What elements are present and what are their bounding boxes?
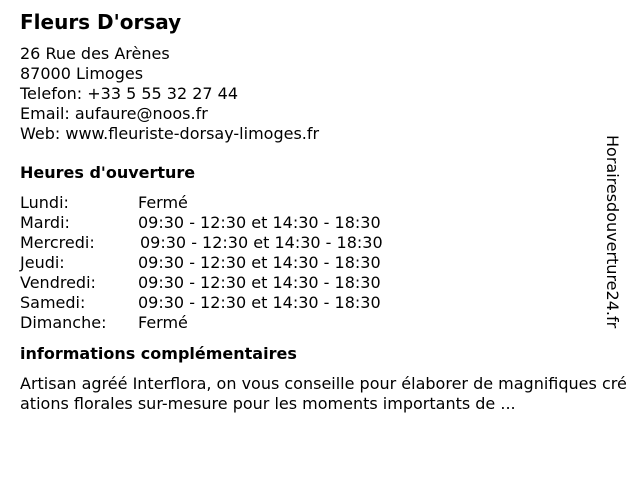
day-label: Lundi: bbox=[20, 193, 69, 212]
day-label: Jeudi: bbox=[20, 253, 65, 272]
hours-value: 09:30 - 12:30 et 14:30 - 18:30 bbox=[138, 213, 381, 232]
address-block bbox=[20, 44, 610, 144]
day-label: Samedi: bbox=[20, 293, 86, 312]
hours-value: Fermé bbox=[138, 313, 188, 332]
hours-value: 09:30 - 12:30 et 14:30 - 18:30 bbox=[140, 233, 383, 252]
email-address: Email: aufaure@noos.fr bbox=[20, 104, 208, 123]
hours-row-saturday bbox=[20, 293, 610, 313]
site-watermark: Horairesdouverture24.fr bbox=[603, 135, 622, 329]
street-address: 26 Rue des Arènes bbox=[20, 44, 170, 63]
day-label: Vendredi: bbox=[20, 273, 96, 292]
additional-info-heading: informations complémentaires bbox=[20, 344, 297, 363]
phone-number: Telefon: +33 5 55 32 27 44 bbox=[20, 84, 239, 103]
shop-name: Fleurs D'orsay bbox=[20, 10, 182, 34]
hours-value: 09:30 - 12:30 et 14:30 - 18:30 bbox=[138, 293, 381, 312]
city-postcode: 87000 Limoges bbox=[20, 64, 144, 83]
hours-row-tuesday bbox=[20, 213, 610, 233]
hours-row-thursday bbox=[20, 253, 610, 273]
opening-hours-table bbox=[20, 193, 610, 333]
website-address: Web: www.fleuriste-dorsay-limoges.fr bbox=[20, 124, 320, 143]
hours-row-monday bbox=[20, 193, 610, 213]
day-label: Dimanche: bbox=[20, 313, 107, 332]
opening-hours-heading: Heures d'ouverture bbox=[20, 163, 196, 182]
hours-row-sunday bbox=[20, 313, 610, 333]
hours-value: Fermé bbox=[138, 193, 188, 212]
hours-row-wednesday bbox=[20, 233, 610, 253]
day-label: Mercredi: bbox=[20, 233, 95, 252]
additional-info-text: Artisan agréé Interflora, on vous conseille pour élaborer de magnifiques créations florales sur-mesure pour les moments importants de ... bbox=[20, 374, 627, 413]
day-label: Mardi: bbox=[20, 213, 70, 232]
hours-value: 09:30 - 12:30 et 14:30 - 18:30 bbox=[138, 273, 381, 292]
hours-row-friday bbox=[20, 273, 610, 293]
hours-value: 09:30 - 12:30 et 14:30 - 18:30 bbox=[138, 253, 381, 272]
